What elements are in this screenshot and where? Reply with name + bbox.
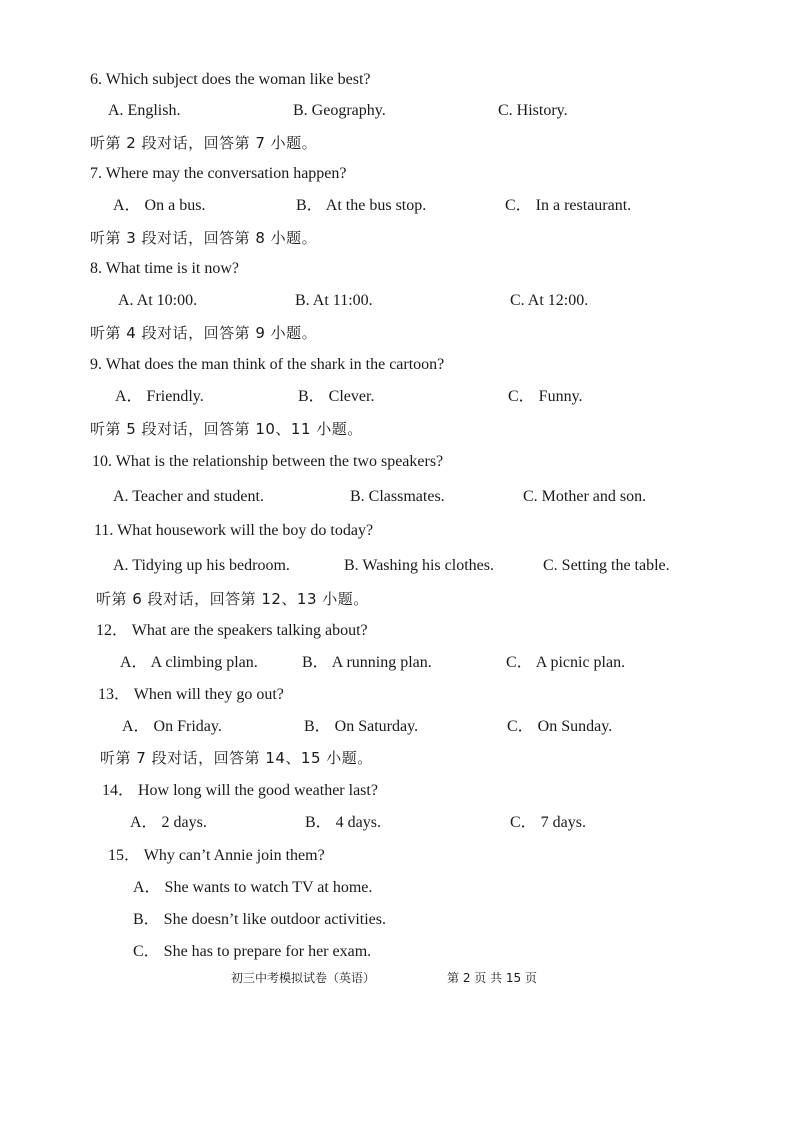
answer-option: C. At 12:00. [510, 292, 589, 309]
answer-option: C. Mother and son. [523, 488, 647, 505]
question-text: 8. What time is it now? [90, 260, 240, 277]
question-text: 14． How long will the good weather last? [102, 782, 378, 799]
answer-option: C． A picnic plan. [506, 654, 626, 671]
answer-option: A． A climbing plan. [120, 654, 258, 671]
section-instruction: 听第 3 段对话，回答第 8 小题。 [90, 229, 318, 247]
answer-option: C. History. [498, 102, 568, 119]
answer-option: B． A running plan. [302, 654, 432, 671]
question-text: A． She wants to watch TV at home. [133, 879, 373, 896]
question-text: 11. What housework will the boy do today? [94, 522, 374, 539]
question-text: 13． When will they go out? [98, 686, 284, 703]
answer-option: B． At the bus stop. [296, 197, 427, 214]
question-text: 9. What does the man think of the shark in the cartoon? [90, 356, 445, 373]
question-text: 7. Where may the conversation happen? [90, 165, 347, 182]
answer-option: B. At 11:00. [295, 292, 373, 309]
section-instruction: 听第 4 段对话，回答第 9 小题。 [90, 324, 318, 342]
section-instruction: 听第 2 段对话，回答第 7 小题。 [90, 134, 318, 152]
answer-option: A． On a bus. [113, 197, 206, 214]
answer-option: C． On Sunday. [507, 718, 613, 735]
question-text: C． She has to prepare for her exam. [133, 943, 372, 960]
question-text: 15． Why can’t Annie join them? [108, 847, 325, 864]
question-text: 12． What are the speakers talking about? [96, 622, 368, 639]
answer-option: B. Washing his clothes. [344, 557, 494, 574]
answer-option: C． 7 days. [510, 814, 587, 831]
answer-option: A. English. [108, 102, 181, 119]
answer-option: B． 4 days. [305, 814, 382, 831]
question-text: 10. What is the relationship between the two speakers? [92, 453, 444, 470]
section-instruction: 听第 7 段对话，回答第 14、15 小题。 [100, 749, 373, 767]
section-instruction: 听第 6 段对话，回答第 12、13 小题。 [96, 590, 369, 608]
footer-exam-title: 初三中考模拟试卷（英语） [231, 971, 376, 985]
answer-option: C． In a restaurant. [505, 197, 632, 214]
answer-option: B． Clever. [298, 388, 375, 405]
question-text: 6. Which subject does the woman like best? [90, 71, 371, 88]
answer-option: A. Teacher and student. [113, 488, 264, 505]
footer-page-info: 第 2 页 共 15 页 [447, 971, 537, 985]
section-instruction: 听第 5 段对话，回答第 10、11 小题。 [90, 420, 363, 438]
question-text: B． She doesn’t like outdoor activities. [133, 911, 387, 928]
answer-option: B． On Saturday. [304, 718, 419, 735]
answer-option: B. Classmates. [350, 488, 445, 505]
answer-option: A． On Friday. [122, 718, 222, 735]
answer-option: A. At 10:00. [118, 292, 198, 309]
answer-option: B. Geography. [293, 102, 386, 119]
answer-option: A. Tidying up his bedroom. [113, 557, 290, 574]
answer-option: A． 2 days. [130, 814, 207, 831]
answer-option: A． Friendly. [115, 388, 204, 405]
answer-option: C. Setting the table. [543, 557, 670, 574]
answer-option: C． Funny. [508, 388, 583, 405]
